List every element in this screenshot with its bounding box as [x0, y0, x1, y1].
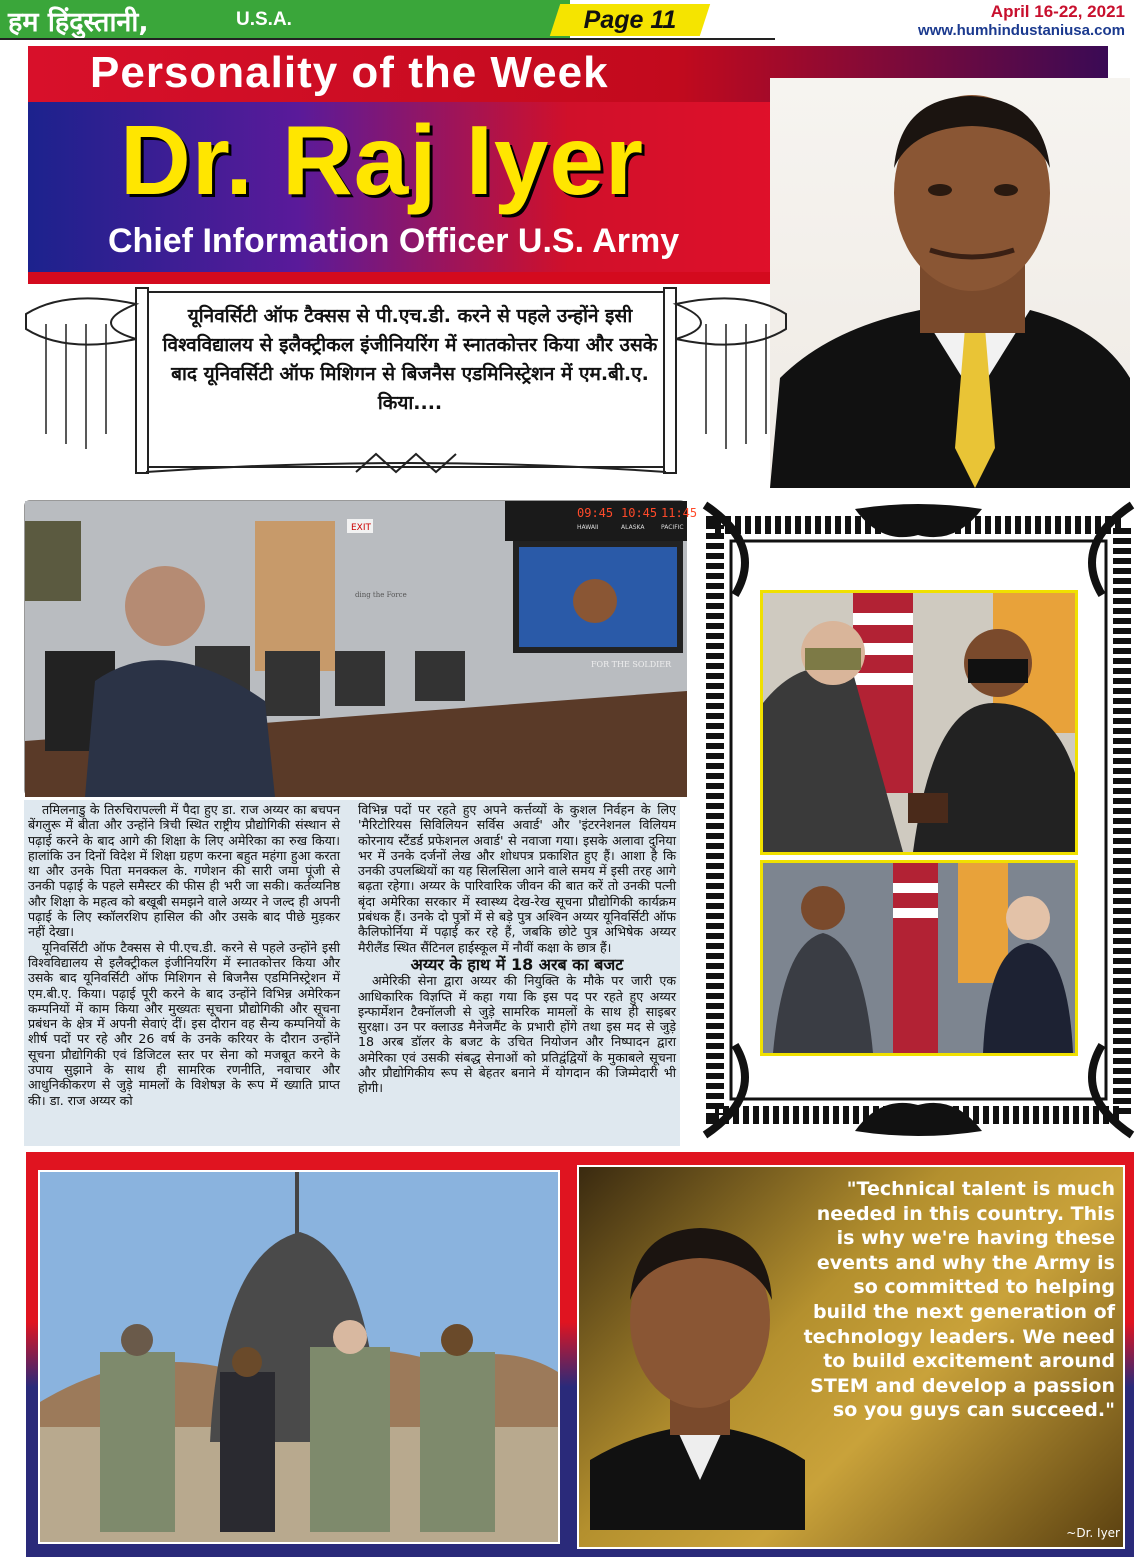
memorial-illustration	[40, 1172, 558, 1542]
pull-quote-hindi: यूनिवर्सिटी ऑफ टैक्सस से पी.एच.डी. करने से पहले उन्होंने इसी विश्वविद्यालय से इलैक्ट्रीकल इंजीनियरिंग में स्नातकोत्तर किया और उसके बाद यूनिवर्सिटी ऑफ मिशिगन से बिजनैस एडमिनिस्ट्रेशन में एम.बी.ए. किया....	[162, 305, 658, 414]
article-paragraph: तमिलनाडु के तिरुचिरापल्ली में पैदा हुए डा. राज अय्यर का बचपन बेंगलुरू में बीता और उन्होंने त्रिची स्थित राष्ट्रीय प्रौद्योगिकी संस्थान से पढ़ाई करने के बाद आगे की शिक्षा के लिए अमेरिका का रुख किया। हालांकि उन दिनों विदेश में शिक्षा ग्रहण करना बहुत महंगा हुआ करता था और उनके पिता मनक्कल के. गणेशन की सारी जमा पूंजी से उनकी पढ़ाई के पहले समैस्टर की फीस ही भरी जा सकी। कर्तव्यनिष्ठ और शिक्षा के महत्व को बखूबी समझने वाले अय्यर ने जल्द ही अपनी पढ़ाई के लिए स्कॉलरशिप हासिल की और उसके बाद पीछे मुड़कर नहीं देखा।	[28, 802, 340, 940]
clock-2: 10:45	[621, 506, 658, 520]
article-paragraph: विभिन्न पदों पर रहते हुए अपने कर्त्तव्यों के कुशल निर्वहन के लिए 'मैरिटोरियस सिविलियन सर्विस अवार्ड' और 'इंटरनेशनल विलियम कोरनाय स्टैंडर्ड प्रफेशनल अवार्ड' से नवाजा गया। इसके अलावा दुनिया भर में उनके दर्जनों लेख और शोधपत्र प्रकाशित हुए हैं। आशा है कि उनकी उपलब्धियों का यह सिलसिला आने वाले समय में इसी तरह आगे बढ़ता रहेगा। अय्यर के पारिवारिक जीवन की बात करें तो उनकी पत्नी बृंदा अमेरिका सरकार में स्वास्थ्य देख-रेख सूचना प्रौद्योगिकी कार्यक्रम प्रबंधक हैं। उनके दो पुत्रों में से बड़े पुत्र अश्विन अय्यर यूनिवर्सिटी ऑफ कैलिफोर्निया में पढ़ाई कर रहे हैं, जबकि छोटे पुत्र अभिषेक अय्यर मैरीलैंड स्थित सैंटिनल हाईस्कूल में नौवीं कक्षा के छात्र हैं।	[358, 802, 676, 955]
clock-1-label: HAWAII	[577, 524, 599, 531]
meeting-photo	[24, 500, 698, 796]
clock-2-label: ALASKA	[621, 524, 645, 531]
section-title: Personality of the Week	[90, 48, 609, 97]
publication-region: U.S.A.	[236, 9, 292, 30]
masthead-bar	[0, 0, 570, 38]
quote-text: "Technical talent is much needed in this country. This is why we're having these events and why the Army is so committed to helping build the next generation of technology leaders. We need to build excitement around STEM and develop a passion so you guys can succeed."	[803, 1178, 1115, 1422]
article-paragraph: यूनिवर्सिटी ऑफ टैक्सस से पी.एच.डी. करने से पहले उन्होंने इसी विश्वविद्यालय से इलैक्ट्रीकल इंजीनियरिंग में स्नातकोत्तर किया और उसके बाद यूनिवर्सिटी ऑफ मिशिगन से बिजनैस एडमिनिस्ट्रेशन में एम.बी.ए. किया। पढ़ाई पूरी करने के बाद उन्होंने विभिन्न अमेरिकन कम्पनियों में काम किया और मुख्यतः सूचना प्रौद्योगिकी और सूचना प्रबंधन के क्षेत्र में अपनी सेवाएं दीं। इस दौरान वह सैन्य कम्पनियों के शीर्ष पदों पर रहे और 26 वर्ष के उनके करियर के दौरान उन्होंने सूचना प्रौद्योगिकी एवं डिजिटल स्तर पर सेना को मजबूत करने के उपाय सुझाने के साथ ही सामरिक रणनीति, नवाचार और आधुनिकीकरण से जुड़े मामलों के विशेषज्ञ के रूप में ख्याति प्राप्त की। डा. राज अय्यर को	[28, 939, 340, 1108]
meeting-illustration	[25, 501, 698, 797]
award-illustration	[763, 593, 1075, 852]
person-role: Chief Information Officer U.S. Army	[108, 222, 680, 260]
door-text: ding the Force	[355, 591, 407, 599]
page-number: Page 11	[583, 6, 677, 34]
exit-sign: EXIT	[351, 523, 372, 533]
memorial-photo	[38, 1170, 560, 1544]
portrait-photo	[770, 78, 1130, 488]
article-paragraph: अमेरिकी सेना द्वारा अय्यर की नियुक्ति के मौके पर जारी एक आधिकारिक विज्ञप्ति में कहा गया कि इस पद पर रहते हुए अय्यर इन्फार्मेशन टैक्नॉलजी से जुड़े सामरिक मामलों के साथ ही साइबर सुरक्षा। उन पर क्लाउड मैनेजमैंट के प्रभारी होंगे तथा इस मद से जुड़े 18 अरब डॉलर के बजट के उचित नियोजन और निष्पादन द्वारा अमेरिका एवं उसकी संबद्ध सेनाओं को प्रतिद्वंद्वियों के मुकाबले सूचना और प्रौद्योगिकीय रूप से बेहतर बनाने में योगदान की जिम्मेदारी भी होगी।	[358, 973, 676, 1096]
publication-name: हम हिंदुस्तानी,	[8, 7, 149, 38]
article-subheading: अय्यर के हाथ में 18 अरब का बजट	[410, 954, 624, 974]
quote-author: ~Dr. Iyer	[1066, 1526, 1120, 1540]
article-column-1	[28, 802, 340, 1108]
clock-1: 09:45	[577, 506, 614, 520]
person-name: Dr. Raj Iyer	[120, 105, 645, 215]
wall-text: FOR THE SOLDIER	[591, 660, 672, 669]
header-rule	[0, 38, 775, 40]
page-number-tab	[550, 4, 710, 36]
article-column-2	[358, 802, 676, 1096]
quote-portrait-illustration	[590, 1210, 805, 1530]
portrait-illustration	[770, 78, 1130, 488]
issue-date: April 16-22, 2021	[990, 2, 1125, 21]
handshake-illustration	[763, 863, 1075, 1053]
clock-3: 11:45	[661, 506, 698, 520]
clock-3-label: PACIFIC	[661, 524, 684, 531]
award-photo	[760, 590, 1078, 855]
quote-portrait	[590, 1210, 805, 1530]
website-link[interactable]: www.humhindustaniusa.com	[918, 22, 1125, 39]
handshake-photo	[760, 860, 1078, 1056]
